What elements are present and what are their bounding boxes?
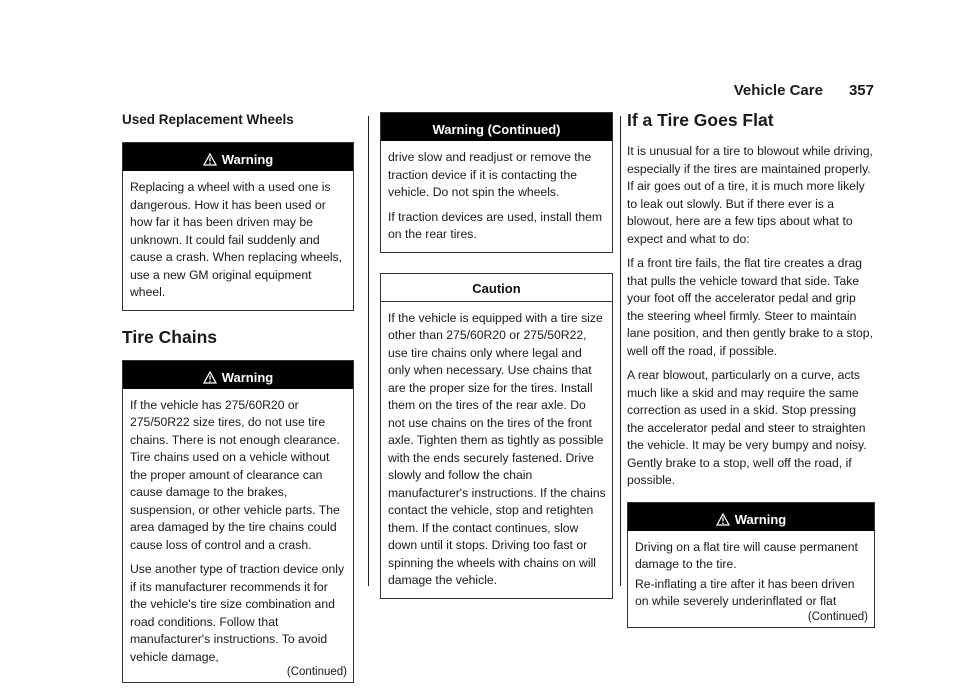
warning-text: Use another type of traction device only if its manufacturer recommends it for the vehicle's tire size combination and road conditions. Follow that manufacturer's instructions. To avoid vehicle damage, bbox=[130, 562, 345, 664]
warning-title: Warning bbox=[221, 369, 274, 385]
warning-triangle-icon bbox=[203, 371, 217, 384]
caution-text: If the vehicle is equipped with a tire size other than 275/60R20 or 275/50R22, use tire chains only where legal and only when necessary. Use chains that are the proper size for the tires. Install them on the tires of the rear axle. Do not use chains on the tires of the front axle. Tighten them as tightly as possible with the ends securely fastened. Drive slowly and follow the chain manufacturer's instructions. If the chains contact the vehicle, stop and retighten them. If the contact continues, slow down until it stops. Driving too fast or spinning the wheels with chains on will damage the vehicle. bbox=[388, 310, 606, 587]
column-3 bbox=[627, 110, 875, 644]
column-divider-left bbox=[368, 116, 369, 586]
warning-box-body bbox=[628, 531, 874, 627]
caution-box bbox=[380, 273, 613, 599]
warning-box-body bbox=[123, 389, 353, 683]
continued-label: (Continued) bbox=[286, 666, 347, 678]
caution-title: Caution bbox=[472, 280, 521, 296]
warning-box-header bbox=[123, 143, 353, 171]
section-title: Vehicle Care bbox=[733, 82, 823, 99]
warning-title: Warning (Continued) bbox=[432, 122, 561, 137]
warning-box-header bbox=[123, 361, 353, 389]
warning-text: Re-inflating a tire after it has been driven on while severely underinflated or flat bbox=[635, 576, 855, 608]
used-wheels-subheading: Used Replacement Wheels bbox=[122, 112, 294, 127]
warning-text: Replacing a wheel with a used one is dangerous. How it has been used or how far it has been driven may be unknown. It could fail suddenly and cause a crash. When replacing wheels, use a new GM original equipment wheel. bbox=[130, 180, 343, 299]
caution-box-body bbox=[381, 302, 612, 598]
tire-chains-heading: Tire Chains bbox=[122, 326, 217, 347]
warning-triangle-icon bbox=[203, 153, 217, 166]
warning-text: If the vehicle has 275/60R20 or 275/50R22 size tires, do not use tire chains. There is not enough clearance. Tire chains used on a vehicle without the proper amount of clearance can cause damage to the brakes, suspension, or other vehicle parts. The area damaged by the tire chains could cause loss of control and a crash. bbox=[130, 397, 340, 552]
body-paragraph: A rear blowout, particularly on a curve, acts much like a skid and may require the same correction as used in a skid. Stop pressing the accelerator pedal and steer to straighten the vehicle. It may be very bumpy and noisy. Gently brake to a stop, well off the road, if possible. bbox=[627, 368, 867, 487]
warning-box-header bbox=[628, 503, 874, 531]
warning-title: Warning bbox=[221, 152, 274, 167]
warning-triangle-icon bbox=[716, 513, 730, 526]
column-2 bbox=[380, 112, 613, 615]
continued-label: (Continued) bbox=[807, 610, 868, 623]
warning-box-continued bbox=[380, 112, 613, 253]
caution-box-header bbox=[381, 274, 612, 302]
warning-box-used-wheels bbox=[122, 142, 354, 311]
flat-tire-heading: If a Tire Goes Flat bbox=[627, 110, 774, 130]
page-number: 357 bbox=[848, 82, 874, 99]
warning-box-body bbox=[123, 171, 353, 310]
body-paragraph: If a front tire fails, the flat tire creates a drag that pulls the vehicle toward that side. Take your foot off the accelerator pedal and grip the steering wheel firmly. Steer to maintain lane position, and then gently brake to a stop, well off the road, if possible. bbox=[627, 256, 873, 358]
warning-text: If traction devices are used, install them on the rear tires. bbox=[388, 209, 603, 241]
warning-box-flat-tire bbox=[627, 502, 875, 628]
column-divider-right bbox=[620, 116, 621, 586]
warning-box-body bbox=[381, 141, 612, 252]
warning-text: Driving on a flat tire will cause permanent damage to the tire. bbox=[635, 539, 858, 571]
running-header bbox=[734, 82, 874, 99]
warning-text: drive slow and readjust or remove the traction device if it is contacting the vehicle. Do not spin the wheels. bbox=[388, 150, 592, 199]
warning-box-header bbox=[381, 113, 612, 141]
body-paragraph: It is unusual for a tire to blowout while driving, especially if the tires are maintained properly. If air goes out of a tire, it is much more likely to leak out slowly. But if there ever is a blowout, here are a few tips about what to expect and what to do: bbox=[627, 144, 873, 246]
warning-title: Warning bbox=[734, 511, 787, 527]
column-1 bbox=[122, 108, 354, 699]
warning-box-tire-chains bbox=[122, 360, 354, 684]
